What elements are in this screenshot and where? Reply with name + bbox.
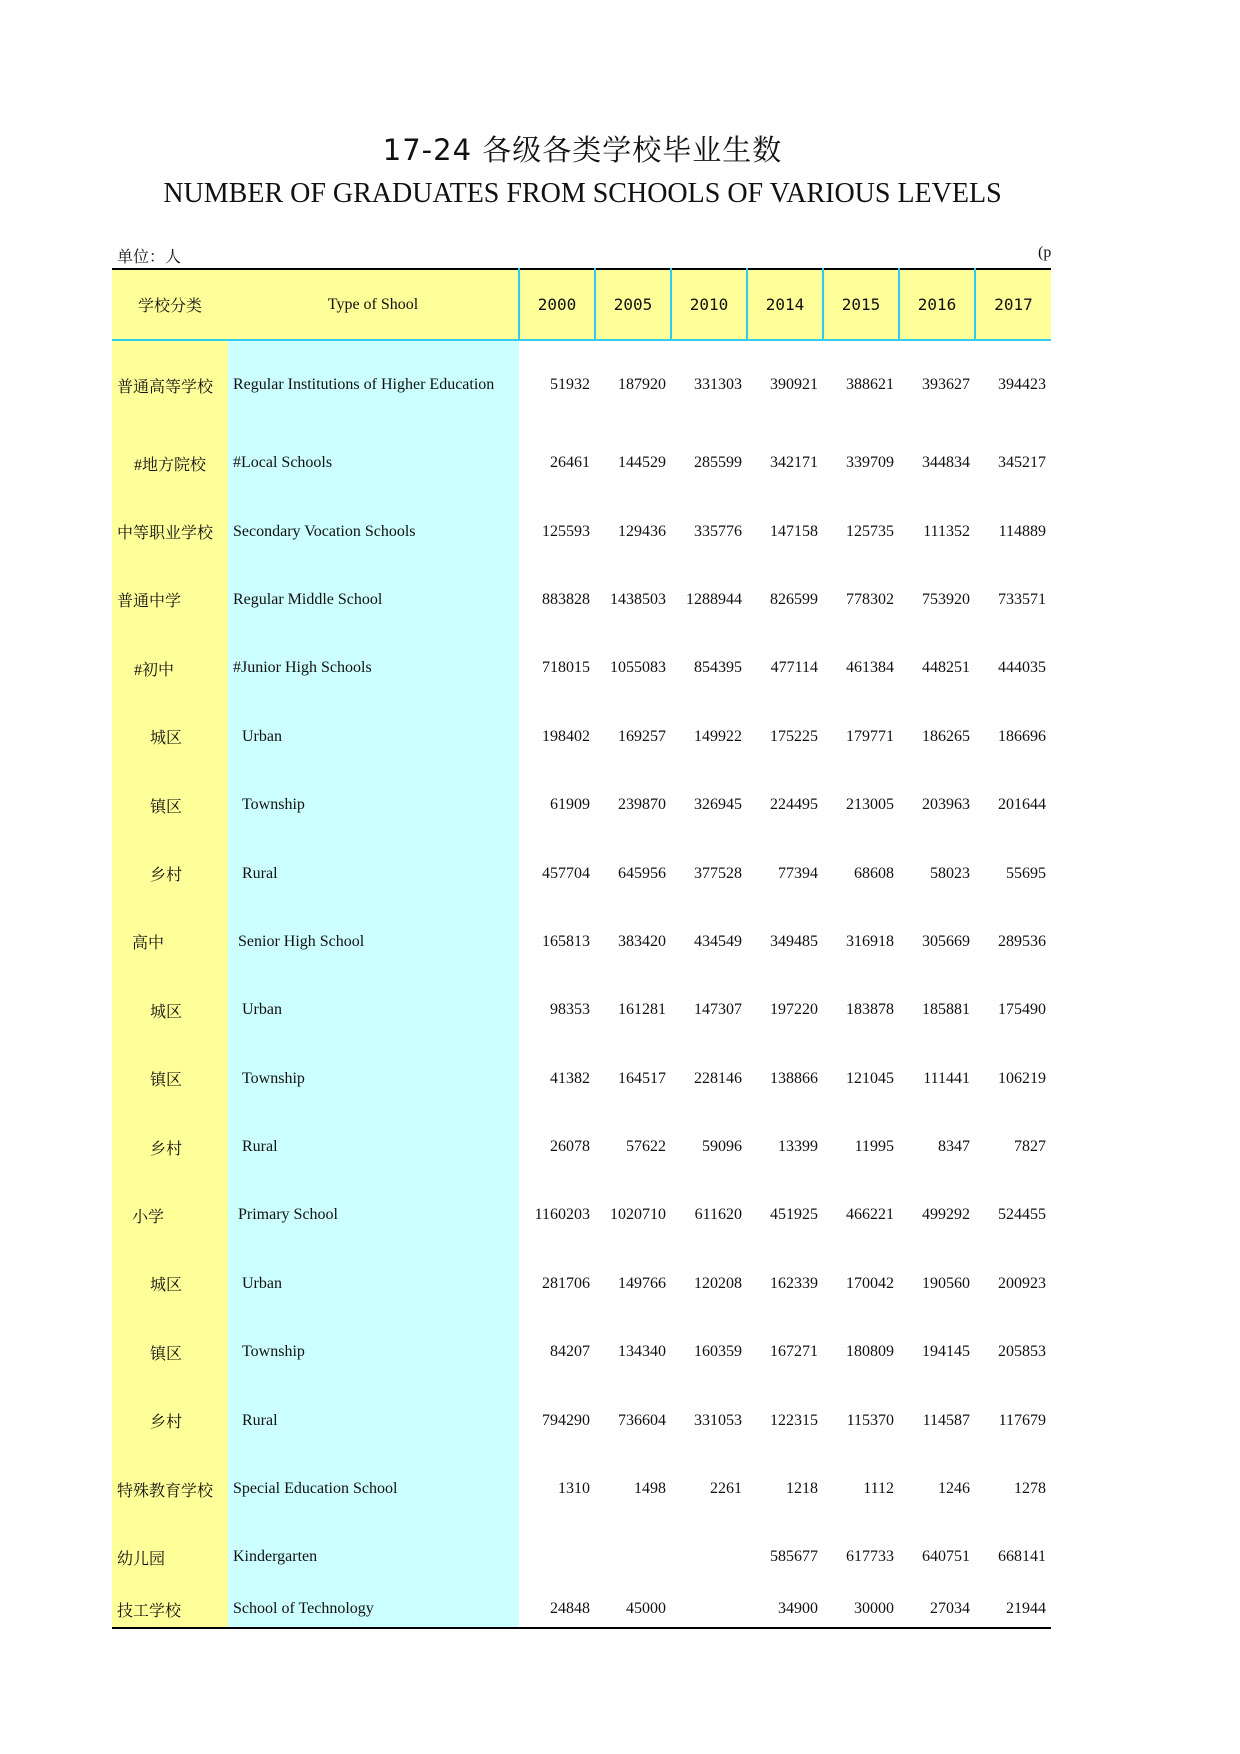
- value-cell-2017: 175490: [998, 1001, 1046, 1019]
- value-cell-2015: 778302: [846, 590, 894, 608]
- value-cell-2014: 1218: [786, 1480, 818, 1498]
- value-cell-2015: 466221: [846, 1206, 894, 1224]
- row-label-en: Regular Institutions of Higher Education: [228, 340, 519, 429]
- row-label-cn: 技工学校: [112, 1592, 228, 1628]
- value-cell-2014: 13399: [778, 1138, 818, 1156]
- row-label-en: Township: [228, 1318, 519, 1386]
- value-cell-2005: 1498: [634, 1480, 666, 1498]
- table-row: [112, 1592, 1051, 1628]
- value-cell-2015: 179771: [846, 727, 894, 745]
- value-cell-2010: 331303: [694, 376, 742, 393]
- value-cell-2016: 1246: [938, 1480, 970, 1498]
- value-cell-2014: 122315: [770, 1411, 818, 1429]
- value-cell-2016: 753920: [922, 590, 970, 608]
- value-cell-2017: 733571: [998, 590, 1046, 608]
- table-row: [112, 497, 1051, 565]
- value-cell-2000: 125593: [542, 522, 590, 540]
- value-cell-2010: 854395: [694, 659, 742, 677]
- value-cell-2000: 794290: [542, 1411, 590, 1429]
- table-row: [112, 908, 1051, 976]
- value-cell-2016: 111441: [923, 1069, 970, 1087]
- value-cell-2014: 224495: [770, 796, 818, 814]
- value-cell-2000: 24848: [550, 1600, 590, 1618]
- value-cell-2017: 186696: [998, 727, 1046, 745]
- value-cell-2005: 1438503: [610, 590, 666, 608]
- value-cell-2015: 170042: [846, 1274, 894, 1292]
- row-label-en: Rural: [228, 1113, 519, 1181]
- row-label-cn: 镇区: [112, 771, 228, 839]
- value-cell-2000: 41382: [550, 1069, 590, 1087]
- row-label-cn: 城区: [112, 976, 228, 1044]
- value-cell-2017: 668141: [998, 1548, 1046, 1566]
- value-cell-2010: 120208: [694, 1274, 742, 1292]
- value-cell-2015: 68608: [854, 864, 894, 882]
- value-cell-2017: 1278: [1014, 1480, 1046, 1498]
- value-cell-2010: 434549: [694, 932, 742, 950]
- value-cell-2000: 165813: [542, 932, 590, 950]
- value-cell-2014: 162339: [770, 1274, 818, 1292]
- value-cell-2000: 1310: [558, 1480, 590, 1498]
- value-cell-2016: 448251: [922, 659, 970, 677]
- value-cell-2010: 335776: [694, 522, 742, 540]
- table-row: [112, 429, 1051, 497]
- unit-label-en: (p: [1038, 244, 1052, 261]
- header-year: 2016: [899, 269, 975, 340]
- table-row: [112, 1250, 1051, 1318]
- value-cell-2016: 393627: [922, 376, 970, 393]
- row-label-en: #Local Schools: [228, 429, 519, 497]
- value-cell-2016: 190560: [922, 1274, 970, 1292]
- value-cell-2017: 7827: [1014, 1138, 1046, 1156]
- table-row: [112, 1318, 1051, 1386]
- value-cell-2014: 477114: [770, 659, 818, 677]
- header-type-en: Type of Shool: [228, 269, 519, 340]
- value-cell-2014: 167271: [770, 1343, 818, 1361]
- value-cell-2014: 175225: [770, 727, 818, 745]
- value-cell-2000: 26461: [550, 454, 590, 472]
- value-cell-2010: 228146: [694, 1069, 742, 1087]
- value-cell-2010: 1288944: [686, 590, 742, 608]
- value-cell-2015: 213005: [846, 796, 894, 814]
- value-cell-2017: 289536: [998, 932, 1046, 950]
- row-label-cn: 普通中学: [112, 566, 228, 634]
- row-label-en: School of Technology: [228, 1592, 519, 1628]
- value-cell-2017: 201644: [998, 796, 1046, 814]
- value-cell-2015: 121045: [846, 1069, 894, 1087]
- value-cell-2014: 826599: [770, 590, 818, 608]
- value-cell-2016: 203963: [922, 796, 970, 814]
- table-row: [112, 1181, 1051, 1249]
- value-cell-2005: 187920: [618, 376, 666, 393]
- row-label-en: Urban: [228, 976, 519, 1044]
- row-label-en: Rural: [228, 839, 519, 907]
- value-cell-2005: 239870: [618, 796, 666, 814]
- header-year: 2014: [747, 269, 823, 340]
- header-type-cn: 学校分类: [112, 269, 228, 340]
- value-cell-2010: 331053: [694, 1411, 742, 1429]
- value-cell-2014: 390921: [770, 376, 818, 393]
- row-label-cn: 镇区: [112, 1318, 228, 1386]
- graduates-table-container: [112, 268, 1050, 1620]
- row-label-cn: 乡村: [112, 1386, 228, 1454]
- value-cell-2015: 316918: [846, 932, 894, 950]
- table-body: [112, 340, 1051, 1628]
- value-cell-2015: 461384: [846, 659, 894, 677]
- value-cell-2005: 134340: [618, 1343, 666, 1361]
- value-cell-2016: 344834: [922, 454, 970, 472]
- value-cell-2005: 129436: [618, 522, 666, 540]
- value-cell-2017: 394423: [998, 376, 1046, 393]
- table-header-row: [112, 269, 1051, 340]
- value-cell-2017: 55695: [1006, 864, 1046, 882]
- value-cell-2010: 377528: [694, 864, 742, 882]
- table-row: [112, 703, 1051, 771]
- value-cell-2017: 524455: [998, 1206, 1046, 1224]
- value-cell-2000: 457704: [542, 864, 590, 882]
- table-row: [112, 771, 1051, 839]
- value-cell-2014: 451925: [770, 1206, 818, 1224]
- value-cell-2015: 1112: [863, 1480, 894, 1498]
- value-cell-2005: 1020710: [610, 1206, 666, 1224]
- value-cell-2017: 106219: [998, 1069, 1046, 1087]
- value-cell-2005: 645956: [618, 864, 666, 882]
- value-cell-2015: 388621: [846, 376, 894, 393]
- row-label-en: Special Education School: [228, 1455, 519, 1523]
- value-cell-2000: 61909: [550, 796, 590, 814]
- table-row: [112, 1455, 1051, 1523]
- value-cell-2005: 736604: [618, 1411, 666, 1429]
- row-label-en: Regular Middle School: [228, 566, 519, 634]
- row-label-cn: 特殊教育学校: [112, 1455, 228, 1523]
- table-row: [112, 1113, 1051, 1181]
- value-cell-2000: 883828: [542, 590, 590, 608]
- value-cell-2010: 59096: [702, 1138, 742, 1156]
- row-label-cn: 乡村: [112, 1113, 228, 1181]
- value-cell-2017: 21944: [1006, 1600, 1046, 1618]
- row-label-en: Township: [228, 1045, 519, 1113]
- value-cell-2000: 281706: [542, 1274, 590, 1292]
- table-row: [112, 839, 1051, 907]
- value-cell-2016: 27034: [930, 1600, 970, 1618]
- value-cell-2016: 194145: [922, 1343, 970, 1361]
- value-cell-2017: 444035: [998, 659, 1046, 677]
- row-label-en: Senior High School: [228, 908, 519, 976]
- page-title-en: NUMBER OF GRADUATES FROM SCHOOLS OF VARIOUS LEVELS: [163, 178, 1002, 209]
- table-row: [112, 340, 1051, 429]
- value-cell-2017: 205853: [998, 1343, 1046, 1361]
- value-cell-2010: 611620: [694, 1206, 742, 1224]
- header-year: 2017: [975, 269, 1051, 340]
- row-label-cn: #地方院校: [112, 429, 228, 497]
- page-title-cn: 17-24 各级各类学校毕业生数: [382, 133, 783, 167]
- value-cell-2015: 183878: [846, 1001, 894, 1019]
- row-label-cn: 高中: [112, 908, 228, 976]
- table-row: [112, 634, 1051, 702]
- value-cell-2014: 147158: [770, 522, 818, 540]
- value-cell-2005: 169257: [618, 727, 666, 745]
- row-label-en: Secondary Vocation Schools: [228, 497, 519, 565]
- value-cell-2017: 114889: [998, 522, 1046, 540]
- unit-label-cn: 单位：人: [117, 249, 182, 266]
- table-row: [112, 976, 1051, 1044]
- value-cell-2014: 585677: [770, 1548, 818, 1566]
- value-cell-2016: 8347: [938, 1138, 970, 1156]
- value-cell-2000: 84207: [550, 1343, 590, 1361]
- value-cell-2005: 164517: [618, 1069, 666, 1087]
- value-cell-2005: 144529: [618, 454, 666, 472]
- table-row: [112, 1523, 1051, 1591]
- value-cell-2010: [671, 1523, 747, 1591]
- value-cell-2016: 111352: [923, 522, 970, 540]
- row-label-cn: 城区: [112, 703, 228, 771]
- row-label-cn: 幼儿园: [112, 1523, 228, 1591]
- header-year: 2015: [823, 269, 899, 340]
- value-cell-2010: 285599: [694, 454, 742, 472]
- table-row: [112, 1386, 1051, 1454]
- value-cell-2010: 147307: [694, 1001, 742, 1019]
- value-cell-2017: 117679: [998, 1411, 1046, 1429]
- row-label-en: Rural: [228, 1386, 519, 1454]
- value-cell-2014: 77394: [778, 864, 818, 882]
- row-label-en: Kindergarten: [228, 1523, 519, 1591]
- value-cell-2016: 640751: [922, 1548, 970, 1566]
- value-cell-2010: 2261: [710, 1480, 742, 1498]
- value-cell-2017: 345217: [998, 454, 1046, 472]
- value-cell-2016: 499292: [922, 1206, 970, 1224]
- value-cell-2005: 57622: [626, 1138, 666, 1156]
- value-cell-2014: 342171: [770, 454, 818, 472]
- value-cell-2015: 339709: [846, 454, 894, 472]
- value-cell-2000: 198402: [542, 727, 590, 745]
- graduates-table: [112, 268, 1051, 1629]
- value-cell-2016: 58023: [930, 864, 970, 882]
- row-label-cn: 城区: [112, 1250, 228, 1318]
- row-label-cn: 普通高等学校: [112, 340, 228, 429]
- header-year: 2000: [519, 269, 595, 340]
- row-label-cn: #初中: [112, 634, 228, 702]
- row-label-en: Township: [228, 771, 519, 839]
- value-cell-2010: [671, 1592, 747, 1628]
- value-cell-2000: 98353: [550, 1001, 590, 1019]
- table-row: [112, 566, 1051, 634]
- value-cell-2000: 718015: [542, 659, 590, 677]
- value-cell-2000: 1160203: [534, 1206, 590, 1224]
- row-label-en: #Junior High Schools: [228, 634, 519, 702]
- value-cell-2005: 161281: [618, 1001, 666, 1019]
- row-label-en: Urban: [228, 703, 519, 771]
- table-row: [112, 1045, 1051, 1113]
- value-cell-2014: 349485: [770, 932, 818, 950]
- value-cell-2000: 26078: [550, 1138, 590, 1156]
- value-cell-2014: 34900: [778, 1600, 818, 1618]
- value-cell-2015: 617733: [846, 1548, 894, 1566]
- row-label-cn: 中等职业学校: [112, 497, 228, 565]
- value-cell-2015: 125735: [846, 522, 894, 540]
- row-label-cn: 乡村: [112, 839, 228, 907]
- value-cell-2015: 180809: [846, 1343, 894, 1361]
- value-cell-2014: 138866: [770, 1069, 818, 1087]
- value-cell-2015: 30000: [854, 1600, 894, 1618]
- value-cell-2016: 114587: [922, 1411, 970, 1429]
- value-cell-2005: 1055083: [610, 659, 666, 677]
- value-cell-2010: 149922: [694, 727, 742, 745]
- value-cell-2005: 149766: [618, 1274, 666, 1292]
- value-cell-2016: 305669: [922, 932, 970, 950]
- value-cell-2016: 185881: [922, 1001, 970, 1019]
- row-label-en: Urban: [228, 1250, 519, 1318]
- value-cell-2016: 186265: [922, 727, 970, 745]
- value-cell-2015: 115370: [846, 1411, 894, 1429]
- value-cell-2005: 45000: [626, 1600, 666, 1618]
- value-cell-2014: 197220: [770, 1001, 818, 1019]
- row-label-en: Primary School: [228, 1181, 519, 1249]
- value-cell-2000: 51932: [550, 376, 590, 393]
- value-cell-2005: [595, 1523, 671, 1591]
- row-label-cn: 小学: [112, 1181, 228, 1249]
- row-label-cn: 镇区: [112, 1045, 228, 1113]
- value-cell-2000: [519, 1523, 595, 1591]
- value-cell-2010: 160359: [694, 1343, 742, 1361]
- value-cell-2015: 11995: [854, 1138, 894, 1156]
- value-cell-2005: 383420: [618, 932, 666, 950]
- header-year: 2010: [671, 269, 747, 340]
- header-year: 2005: [595, 269, 671, 340]
- value-cell-2010: 326945: [694, 796, 742, 814]
- value-cell-2017: 200923: [998, 1274, 1046, 1292]
